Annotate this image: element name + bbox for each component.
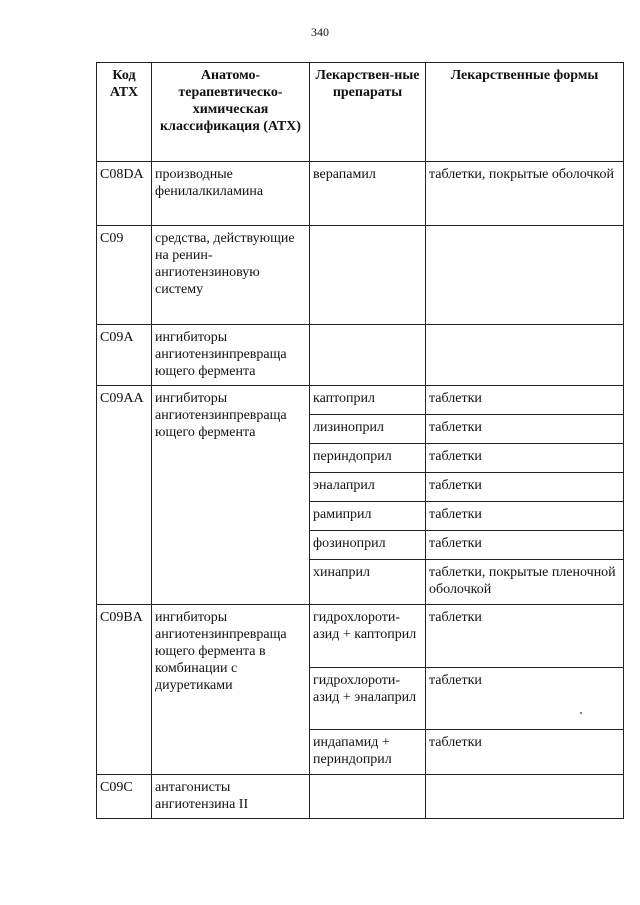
header-drugs: Лекарствен-ные препараты bbox=[310, 63, 426, 162]
row-drug-empty bbox=[310, 325, 426, 386]
row-form: таблетки, покрытые пленочной оболочкой bbox=[426, 560, 624, 605]
row-form: таблетки, покрытые оболочкой bbox=[426, 162, 624, 226]
row-code: C09AA bbox=[97, 386, 152, 605]
row-drug: лизиноприл bbox=[310, 415, 426, 444]
row-classification: производные фенилалкиламина bbox=[152, 162, 310, 226]
row-drug: гидрохлороти-азид + каптоприл bbox=[310, 605, 426, 668]
row-drug: рамиприл bbox=[310, 502, 426, 531]
row-code: C09C bbox=[97, 775, 152, 819]
row-classification: средства, действующие на ренин-ангиотензиновую систему bbox=[152, 226, 310, 325]
row-classification: ингибиторы ангиотензинпревраща ющего фермента bbox=[152, 325, 310, 386]
row-drug-empty bbox=[310, 775, 426, 819]
header-code: Код АТХ bbox=[97, 63, 152, 162]
scan-speck bbox=[580, 712, 582, 714]
table-row bbox=[97, 386, 624, 415]
row-form: таблетки bbox=[426, 502, 624, 531]
atx-table bbox=[96, 62, 624, 819]
table-row bbox=[97, 775, 624, 819]
table-row bbox=[97, 325, 624, 386]
header-classification: Анатомо-терапевтическо-химическая классификация (АТХ) bbox=[152, 63, 310, 162]
row-drug: верапамил bbox=[310, 162, 426, 226]
row-drug: индапамид + периндоприл bbox=[310, 730, 426, 775]
row-classification: ингибиторы ангиотензинпревраща ющего фермента bbox=[152, 386, 310, 605]
row-drug: фозиноприл bbox=[310, 531, 426, 560]
row-form: таблетки bbox=[426, 605, 624, 668]
row-code: C08DA bbox=[97, 162, 152, 226]
table-row bbox=[97, 226, 624, 325]
row-form: таблетки bbox=[426, 444, 624, 473]
row-code: C09BA bbox=[97, 605, 152, 775]
header-forms: Лекарственные формы bbox=[426, 63, 624, 162]
row-form: таблетки bbox=[426, 531, 624, 560]
row-form: таблетки bbox=[426, 386, 624, 415]
row-classification: ингибиторы ангиотензинпревраща ющего фермента в комбинации с диуретиками bbox=[152, 605, 310, 775]
row-form-empty bbox=[426, 325, 624, 386]
row-form-empty bbox=[426, 775, 624, 819]
table-row bbox=[97, 162, 624, 226]
row-code: C09A bbox=[97, 325, 152, 386]
row-form-empty bbox=[426, 226, 624, 325]
row-drug: гидрохлороти-азид + эналаприл bbox=[310, 668, 426, 730]
row-form: таблетки bbox=[426, 668, 624, 730]
table-row bbox=[97, 605, 624, 668]
row-drug-empty bbox=[310, 226, 426, 325]
row-code: C09 bbox=[97, 226, 152, 325]
row-form: таблетки bbox=[426, 730, 624, 775]
header-row bbox=[97, 63, 624, 162]
row-classification: антагонисты ангиотензина II bbox=[152, 775, 310, 819]
row-drug: эналаприл bbox=[310, 473, 426, 502]
row-drug: хинаприл bbox=[310, 560, 426, 605]
row-form: таблетки bbox=[426, 473, 624, 502]
page-number: 340 bbox=[311, 25, 329, 39]
row-drug: периндоприл bbox=[310, 444, 426, 473]
row-form: таблетки bbox=[426, 415, 624, 444]
row-drug: каптоприл bbox=[310, 386, 426, 415]
